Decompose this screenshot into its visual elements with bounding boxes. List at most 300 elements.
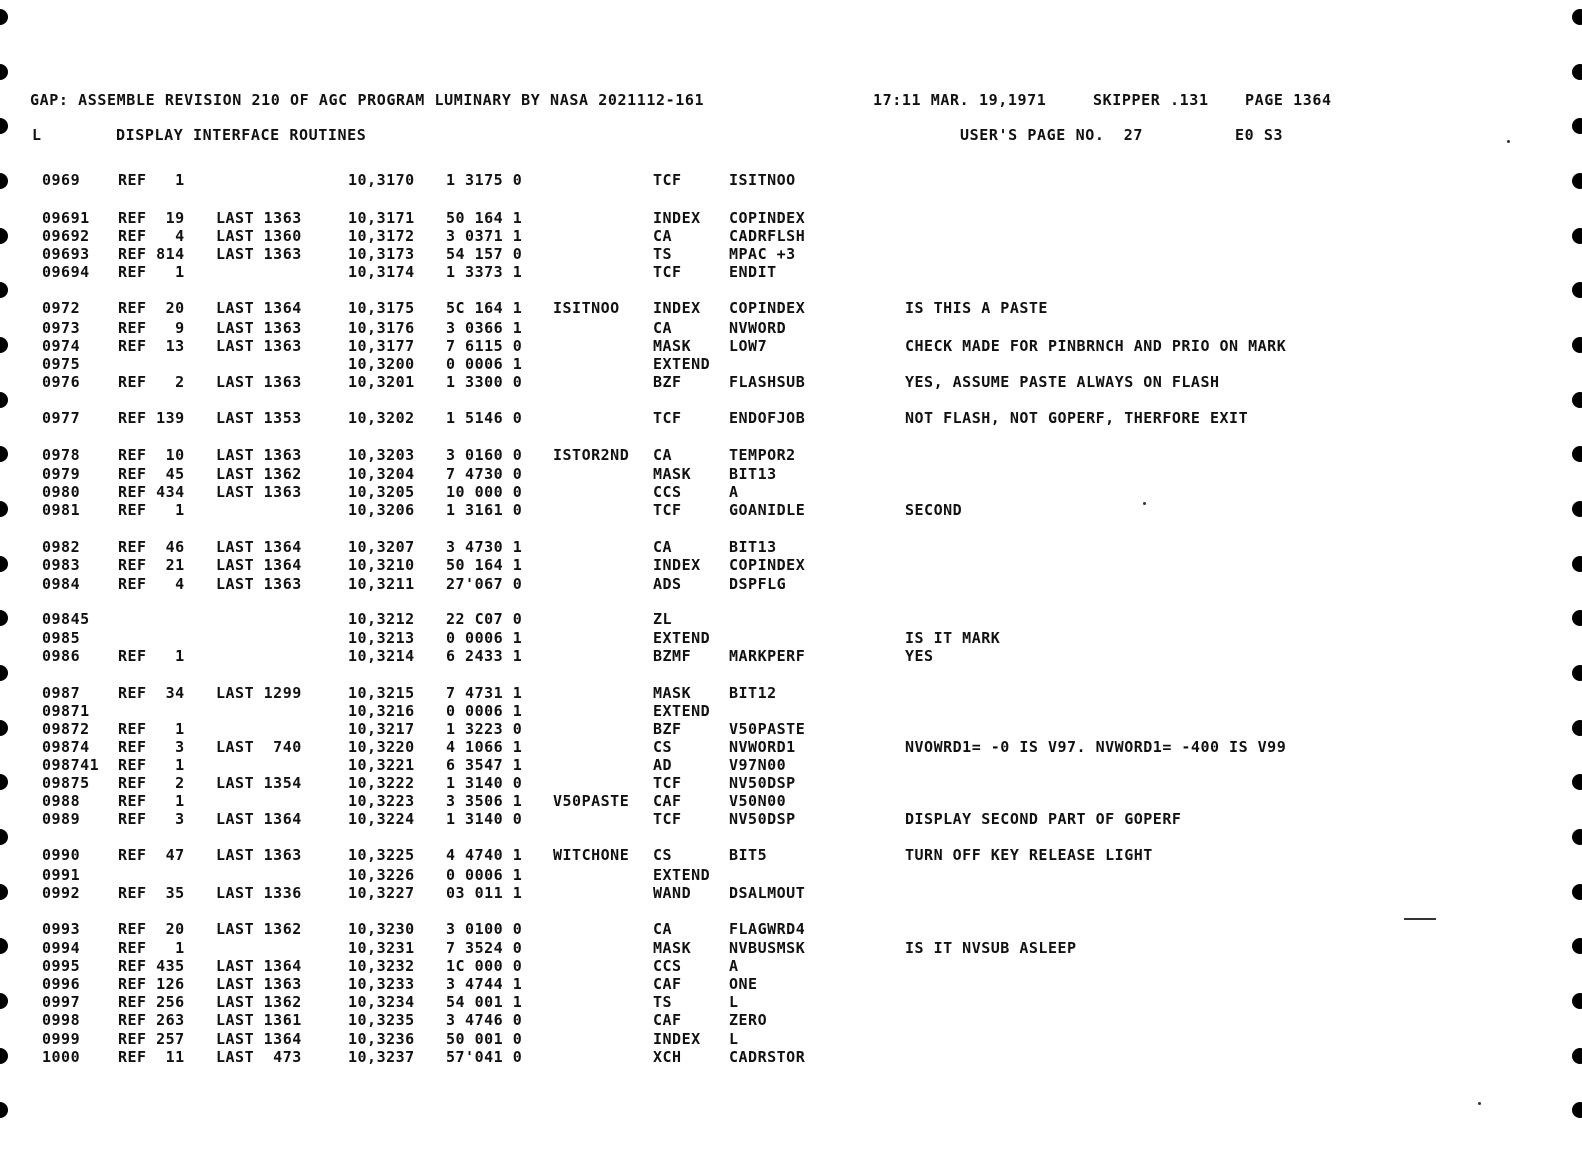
- feed-hole: [0, 829, 8, 845]
- octal-word: 1 3140 0: [446, 774, 523, 792]
- feed-hole: [1572, 118, 1582, 134]
- feed-hole: [1572, 665, 1582, 681]
- listing-line: [0, 684, 1582, 702]
- ref-count: REF 21: [118, 556, 185, 574]
- octal-word: 27'067 0: [446, 575, 523, 593]
- ref-count: REF 1: [118, 939, 185, 957]
- last-ref-page: LAST 1364: [216, 957, 302, 975]
- memory-address: 10,3173: [348, 245, 415, 263]
- opcode: CA: [653, 446, 673, 464]
- opcode: WAND: [653, 884, 692, 902]
- card-number: 0986: [42, 647, 81, 665]
- card-number: 0979: [42, 465, 81, 483]
- memory-address: 10,3172: [348, 227, 415, 245]
- feed-hole: [1572, 556, 1582, 572]
- octal-word: 1 3161 0: [446, 501, 523, 519]
- code-label: ISITNOO: [553, 299, 620, 317]
- card-number: 0985: [42, 629, 81, 647]
- opcode: MASK: [653, 337, 692, 355]
- code-comment: IS IT NVSUB ASLEEP: [905, 939, 1077, 957]
- feed-hole: [1572, 9, 1582, 25]
- card-number: 0977: [42, 409, 81, 427]
- feed-hole: [1572, 64, 1582, 80]
- ref-count: REF 47: [118, 846, 185, 864]
- opcode: CA: [653, 538, 673, 556]
- octal-word: 1 3373 1: [446, 263, 523, 281]
- octal-word: 22 C07 0: [446, 610, 523, 628]
- octal-word: 7 6115 0: [446, 337, 523, 355]
- last-ref-page: LAST 1354: [216, 774, 302, 792]
- last-ref-page: LAST 1363: [216, 975, 302, 993]
- opcode: TS: [653, 245, 673, 263]
- memory-address: 10,3217: [348, 720, 415, 738]
- operand: V97N00: [729, 756, 787, 774]
- opcode: CAF: [653, 792, 682, 810]
- listing-line: [0, 465, 1582, 483]
- operand: NVBUSMSK: [729, 939, 806, 957]
- memory-address: 10,3213: [348, 629, 415, 647]
- ref-count: REF 2: [118, 373, 185, 391]
- octal-word: 3 4730 1: [446, 538, 523, 556]
- card-number: 0991: [42, 866, 81, 884]
- memory-address: 10,3212: [348, 610, 415, 628]
- memory-address: 10,3177: [348, 337, 415, 355]
- octal-word: 50 164 1: [446, 556, 523, 574]
- ref-count: REF 256: [118, 993, 185, 1011]
- last-ref-page: LAST 1363: [216, 245, 302, 263]
- card-number: 0999: [42, 1030, 81, 1048]
- octal-word: 7 4730 0: [446, 465, 523, 483]
- code-comment: IS THIS A PASTE: [905, 299, 1048, 317]
- card-number: 09874: [42, 738, 90, 756]
- opcode: INDEX: [653, 1030, 701, 1048]
- card-number: 09845: [42, 610, 90, 628]
- octal-word: 3 3506 1: [446, 792, 523, 810]
- users-page-number: USER'S PAGE NO. 27: [960, 126, 1143, 144]
- opcode: CCS: [653, 483, 682, 501]
- ref-count: REF 263: [118, 1011, 185, 1029]
- paper-speck: [1507, 140, 1510, 143]
- feed-hole: [1572, 884, 1582, 900]
- memory-address: 10,3170: [348, 171, 415, 189]
- listing-line: [0, 337, 1582, 355]
- code-comment: IS IT MARK: [905, 629, 1001, 647]
- feed-hole: [1572, 829, 1582, 845]
- card-number: 09693: [42, 245, 90, 263]
- ref-count: REF 9: [118, 319, 185, 337]
- octal-word: 7 3524 0: [446, 939, 523, 957]
- listing-line: [0, 756, 1582, 774]
- listing-line: [0, 538, 1582, 556]
- operand: BIT13: [729, 465, 777, 483]
- operand: TEMPOR2: [729, 446, 796, 464]
- operand: NVWORD1: [729, 738, 796, 756]
- listing-line: [0, 702, 1582, 720]
- card-number: 0976: [42, 373, 81, 391]
- memory-address: 10,3205: [348, 483, 415, 501]
- listing-line: [0, 171, 1582, 189]
- card-number: 09694: [42, 263, 90, 281]
- listing-line: [0, 373, 1582, 391]
- feed-hole: [1572, 1048, 1582, 1064]
- opcode: INDEX: [653, 209, 701, 227]
- card-number: 0996: [42, 975, 81, 993]
- card-number: 0987: [42, 684, 81, 702]
- memory-address: 10,3233: [348, 975, 415, 993]
- ref-count: REF 1: [118, 720, 185, 738]
- operand: BIT5: [729, 846, 768, 864]
- memory-address: 10,3214: [348, 647, 415, 665]
- card-number: 0981: [42, 501, 81, 519]
- print-timestamp: 17:11 MAR. 19,1971: [873, 91, 1047, 109]
- ref-count: REF 139: [118, 409, 185, 427]
- memory-address: 10,3231: [348, 939, 415, 957]
- memory-address: 10,3176: [348, 319, 415, 337]
- memory-address: 10,3210: [348, 556, 415, 574]
- last-ref-page: LAST 1360: [216, 227, 302, 245]
- operand: L: [729, 993, 739, 1011]
- operand: MARKPERF: [729, 647, 806, 665]
- memory-address: 10,3234: [348, 993, 415, 1011]
- opcode: CAF: [653, 975, 682, 993]
- memory-address: 10,3226: [348, 866, 415, 884]
- listing-line: [0, 720, 1582, 738]
- card-number: 0972: [42, 299, 81, 317]
- opcode: BZF: [653, 720, 682, 738]
- listing-line: [0, 1011, 1582, 1029]
- opcode: CA: [653, 227, 673, 245]
- last-ref-page: LAST 1364: [216, 1030, 302, 1048]
- listing-line: [0, 610, 1582, 628]
- octal-word: 3 0160 0: [446, 446, 523, 464]
- opcode: EXTEND: [653, 355, 711, 373]
- last-ref-page: LAST 1353: [216, 409, 302, 427]
- opcode: CS: [653, 738, 673, 756]
- opcode: MASK: [653, 939, 692, 957]
- operand: ONE: [729, 975, 758, 993]
- listing-line: [0, 975, 1582, 993]
- ref-count: REF 1: [118, 756, 185, 774]
- listing-line: [0, 957, 1582, 975]
- ref-count: REF 1: [118, 792, 185, 810]
- ref-count: REF 34: [118, 684, 185, 702]
- listing-line: [0, 556, 1582, 574]
- last-ref-page: LAST 1362: [216, 993, 302, 1011]
- octal-word: 1 3223 0: [446, 720, 523, 738]
- code-comment: NOT FLASH, NOT GOPERF, THERFORE EXIT: [905, 409, 1249, 427]
- feed-hole: [1572, 228, 1582, 244]
- operand: A: [729, 957, 739, 975]
- opcode: ADS: [653, 575, 682, 593]
- card-number: 09691: [42, 209, 90, 227]
- feed-hole: [1572, 282, 1582, 298]
- feed-hole: [1572, 173, 1582, 189]
- octal-word: 03 011 1: [446, 884, 523, 902]
- memory-address: 10,3201: [348, 373, 415, 391]
- ref-count: REF 1: [118, 171, 185, 189]
- memory-address: 10,3230: [348, 920, 415, 938]
- listing-line: [0, 810, 1582, 828]
- last-ref-page: LAST 1363: [216, 373, 302, 391]
- opcode: EXTEND: [653, 866, 711, 884]
- octal-word: 54 157 0: [446, 245, 523, 263]
- opcode: TCF: [653, 810, 682, 828]
- opcode: TCF: [653, 409, 682, 427]
- card-number: 1000: [42, 1048, 81, 1066]
- operand: V50N00: [729, 792, 787, 810]
- card-number: 0983: [42, 556, 81, 574]
- ref-count: REF 35: [118, 884, 185, 902]
- operand: MPAC +3: [729, 245, 796, 263]
- code-comment: NVOWRD1= -0 IS V97. NVWORD1= -400 IS V99: [905, 738, 1287, 756]
- code-comment: CHECK MADE FOR PINBRNCH AND PRIO ON MARK: [905, 337, 1287, 355]
- ref-count: REF 3: [118, 738, 185, 756]
- operand: DSALMOUT: [729, 884, 806, 902]
- memory-address: 10,3227: [348, 884, 415, 902]
- feed-hole: [1572, 720, 1582, 736]
- opcode: INDEX: [653, 556, 701, 574]
- operand: ZERO: [729, 1011, 768, 1029]
- memory-address: 10,3203: [348, 446, 415, 464]
- octal-word: 7 4731 1: [446, 684, 523, 702]
- last-ref-page: LAST 1362: [216, 920, 302, 938]
- octal-word: 0 0006 1: [446, 629, 523, 647]
- card-number: 0988: [42, 792, 81, 810]
- opcode: TCF: [653, 774, 682, 792]
- opcode: MASK: [653, 465, 692, 483]
- listing-line: [0, 299, 1582, 317]
- octal-word: 5C 164 1: [446, 299, 523, 317]
- operand: COPINDEX: [729, 556, 806, 574]
- card-number: 098741: [42, 756, 100, 774]
- listing-line: [0, 501, 1582, 519]
- last-ref-page: LAST 1363: [216, 483, 302, 501]
- card-number: 09875: [42, 774, 90, 792]
- listing-line: [0, 245, 1582, 263]
- ref-count: REF 2: [118, 774, 185, 792]
- opcode: ZL: [653, 610, 673, 628]
- feed-hole: [1572, 774, 1582, 790]
- opcode: AD: [653, 756, 673, 774]
- ref-count: REF 10: [118, 446, 185, 464]
- ref-count: REF 4: [118, 227, 185, 245]
- listing-line: [0, 1048, 1582, 1066]
- listing-line: [0, 227, 1582, 245]
- memory-address: 10,3225: [348, 846, 415, 864]
- operand: NV50DSP: [729, 810, 796, 828]
- opcode: TCF: [653, 171, 682, 189]
- last-ref-page: LAST 1363: [216, 209, 302, 227]
- memory-address: 10,3200: [348, 355, 415, 373]
- octal-word: 3 4744 1: [446, 975, 523, 993]
- card-number: 0998: [42, 1011, 81, 1029]
- listing-line: [0, 263, 1582, 281]
- ref-count: REF 126: [118, 975, 185, 993]
- memory-address: 10,3206: [348, 501, 415, 519]
- card-number: 0992: [42, 884, 81, 902]
- memory-address: 10,3232: [348, 957, 415, 975]
- operand: COPINDEX: [729, 299, 806, 317]
- ref-count: REF 257: [118, 1030, 185, 1048]
- octal-word: 57'041 0: [446, 1048, 523, 1066]
- memory-address: 10,3175: [348, 299, 415, 317]
- listing-line: [0, 409, 1582, 427]
- opcode: CS: [653, 846, 673, 864]
- operand: NVWORD: [729, 319, 787, 337]
- opcode: CA: [653, 920, 673, 938]
- feed-hole: [1572, 993, 1582, 1009]
- last-ref-page: LAST 1361: [216, 1011, 302, 1029]
- last-ref-page: LAST 1336: [216, 884, 302, 902]
- paper-speck: [1478, 1102, 1481, 1105]
- feed-hole: [1572, 610, 1582, 626]
- feed-hole: [0, 9, 8, 25]
- operand: FLAGWRD4: [729, 920, 806, 938]
- memory-address: 10,3216: [348, 702, 415, 720]
- card-number: 0982: [42, 538, 81, 556]
- listing-line: [0, 209, 1582, 227]
- octal-word: 4 1066 1: [446, 738, 523, 756]
- card-number: 0975: [42, 355, 81, 373]
- opcode: BZF: [653, 373, 682, 391]
- last-ref-page: LAST 1364: [216, 299, 302, 317]
- ref-count: REF 11: [118, 1048, 185, 1066]
- memory-address: 10,3222: [348, 774, 415, 792]
- octal-word: 0 0006 1: [446, 702, 523, 720]
- operand: ENDIT: [729, 263, 777, 281]
- octal-word: 1 3175 0: [446, 171, 523, 189]
- operand: GOANIDLE: [729, 501, 806, 519]
- last-ref-page: LAST 1364: [216, 810, 302, 828]
- code-comment: DISPLAY SECOND PART OF GOPERF: [905, 810, 1182, 828]
- octal-word: 10 000 0: [446, 483, 523, 501]
- listing-line: [0, 1030, 1582, 1048]
- card-number: 0973: [42, 319, 81, 337]
- card-number: 0993: [42, 920, 81, 938]
- feed-hole: [1572, 501, 1582, 517]
- page-number: PAGE 1364: [1245, 91, 1332, 109]
- last-ref-page: LAST 1363: [216, 446, 302, 464]
- feed-hole: [0, 392, 8, 408]
- listing-line: [0, 939, 1582, 957]
- listing-line: [0, 446, 1582, 464]
- code-label: ISTOR2ND: [553, 446, 630, 464]
- ref-count: REF 4: [118, 575, 185, 593]
- last-ref-page: LAST 1362: [216, 465, 302, 483]
- opcode: XCH: [653, 1048, 682, 1066]
- listing-line: [0, 629, 1582, 647]
- octal-word: 6 2433 1: [446, 647, 523, 665]
- code-comment: SECOND: [905, 501, 963, 519]
- operand: A: [729, 483, 739, 501]
- memory-address: 10,3207: [348, 538, 415, 556]
- last-ref-page: LAST 1363: [216, 575, 302, 593]
- eo-marker: E0 S3: [1235, 126, 1284, 144]
- memory-address: 10,3171: [348, 209, 415, 227]
- octal-word: 54 001 1: [446, 993, 523, 1011]
- feed-hole: [0, 1102, 8, 1118]
- memory-address: 10,3215: [348, 684, 415, 702]
- octal-word: 6 3547 1: [446, 756, 523, 774]
- section-marker: L: [32, 126, 42, 144]
- feed-hole: [0, 118, 8, 134]
- listing-line: [0, 575, 1582, 593]
- operand: CADRFLSH: [729, 227, 806, 245]
- opcode: CAF: [653, 1011, 682, 1029]
- card-number: 09871: [42, 702, 90, 720]
- last-ref-page: LAST 1363: [216, 337, 302, 355]
- ref-count: REF 435: [118, 957, 185, 975]
- opcode: BZMF: [653, 647, 692, 665]
- memory-address: 10,3235: [348, 1011, 415, 1029]
- last-ref-page: LAST 1363: [216, 846, 302, 864]
- octal-word: 3 0371 1: [446, 227, 523, 245]
- memory-address: 10,3236: [348, 1030, 415, 1048]
- listing-line: [0, 774, 1582, 792]
- memory-address: 10,3204: [348, 465, 415, 483]
- card-number: 09692: [42, 227, 90, 245]
- ref-count: REF 19: [118, 209, 185, 227]
- feed-hole: [1572, 337, 1582, 353]
- card-number: 0997: [42, 993, 81, 1011]
- operand: FLASHSUB: [729, 373, 806, 391]
- card-number: 0974: [42, 337, 81, 355]
- operand: V50PASTE: [729, 720, 806, 738]
- skipper-label: SKIPPER .131: [1093, 91, 1209, 109]
- ref-count: REF 1: [118, 647, 185, 665]
- operand: LOW7: [729, 337, 768, 355]
- listing-line: [0, 738, 1582, 756]
- ref-count: REF 45: [118, 465, 185, 483]
- feed-hole: [0, 64, 8, 80]
- ref-count: REF 434: [118, 483, 185, 501]
- feed-hole: [1572, 1102, 1582, 1118]
- last-ref-page: LAST 1299: [216, 684, 302, 702]
- listing-line: [0, 319, 1582, 337]
- operand: ENDOFJOB: [729, 409, 806, 427]
- memory-address: 10,3174: [348, 263, 415, 281]
- ref-count: REF 814: [118, 245, 185, 263]
- paper-speck: [1143, 502, 1146, 505]
- operand: ISITNOO: [729, 171, 796, 189]
- listing-title: GAP: ASSEMBLE REVISION 210 OF AGC PROGRAM LUMINARY BY NASA 2021112-161: [30, 91, 705, 109]
- opcode: TCF: [653, 501, 682, 519]
- octal-word: 4 4740 1: [446, 846, 523, 864]
- listing-line: [0, 846, 1582, 864]
- octal-word: 1 5146 0: [446, 409, 523, 427]
- opcode: INDEX: [653, 299, 701, 317]
- octal-word: 50 164 1: [446, 209, 523, 227]
- opcode: TCF: [653, 263, 682, 281]
- ref-count: REF 13: [118, 337, 185, 355]
- card-number: 0994: [42, 939, 81, 957]
- feed-hole: [1572, 938, 1582, 954]
- memory-address: 10,3237: [348, 1048, 415, 1066]
- opcode: EXTEND: [653, 629, 711, 647]
- listing-line: [0, 866, 1582, 884]
- feed-hole: [1572, 392, 1582, 408]
- section-title: DISPLAY INTERFACE ROUTINES: [116, 126, 367, 144]
- card-number: 0995: [42, 957, 81, 975]
- feed-hole: [0, 665, 8, 681]
- last-ref-page: LAST 1363: [216, 319, 302, 337]
- operand: CADRSTOR: [729, 1048, 806, 1066]
- memory-address: 10,3220: [348, 738, 415, 756]
- last-ref-page: LAST 473: [216, 1048, 302, 1066]
- ref-count: REF 20: [118, 920, 185, 938]
- opcode: CA: [653, 319, 673, 337]
- ref-count: REF 3: [118, 810, 185, 828]
